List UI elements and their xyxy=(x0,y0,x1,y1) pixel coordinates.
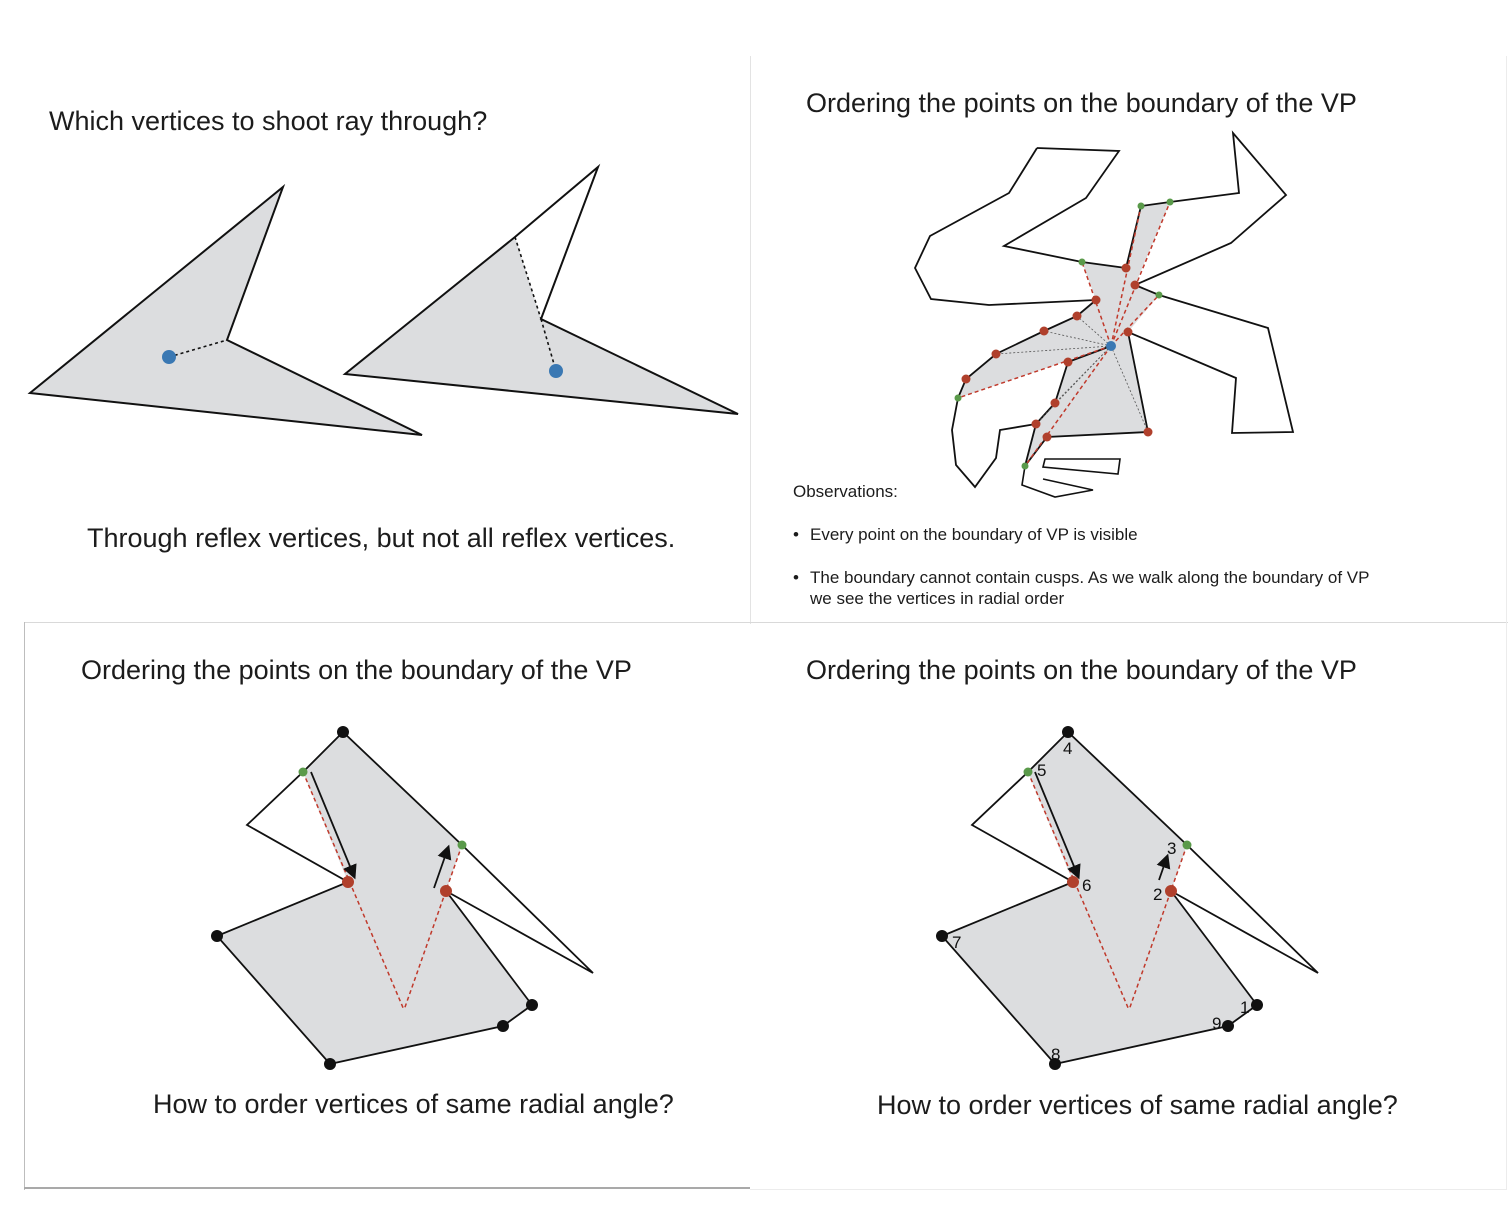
vertex-label: 7 xyxy=(952,933,962,952)
slide3-polygon xyxy=(211,726,593,1070)
slide4-title: Ordering the points on the boundary of the VP xyxy=(806,655,1357,685)
slide1-polygon-right xyxy=(345,167,738,414)
vertex-label: 1 xyxy=(1240,998,1250,1017)
slide1-caption: Through reflex vertices, but not all reflex vertices. xyxy=(87,523,676,553)
query-point xyxy=(549,364,563,378)
slide3-caption: How to order vertices of same radial angle? xyxy=(153,1089,674,1119)
slide1-polygon-left xyxy=(30,187,422,435)
vertex-label: 9 xyxy=(1212,1014,1222,1033)
slide3-title: Ordering the points on the boundary of the VP xyxy=(81,655,632,685)
vertex-label: 4 xyxy=(1063,739,1073,758)
vertex-label: 8 xyxy=(1051,1045,1061,1064)
query-point xyxy=(162,350,176,364)
vertex-label: 2 xyxy=(1153,885,1163,904)
vertex-label: 6 xyxy=(1082,876,1092,895)
observation-bullet: • Every point on the boundary of VP is visible xyxy=(810,524,1400,545)
slide2-title: Ordering the points on the boundary of the VP xyxy=(806,88,1357,118)
slide2-polygon xyxy=(915,133,1293,497)
vertex-label: 3 xyxy=(1167,839,1177,858)
observation-bullet: • The boundary cannot contain cusps. As we walk along the boundary of VP we see the vertices in radial order xyxy=(810,567,1390,609)
slide4-caption: How to order vertices of same radial angle? xyxy=(877,1090,1398,1120)
slide1-title: Which vertices to shoot ray through? xyxy=(49,106,488,136)
vertex-label: 5 xyxy=(1037,761,1047,780)
slide4-polygon xyxy=(936,726,1318,1070)
query-point xyxy=(1106,341,1116,351)
observations-label: Observations: xyxy=(793,482,898,501)
